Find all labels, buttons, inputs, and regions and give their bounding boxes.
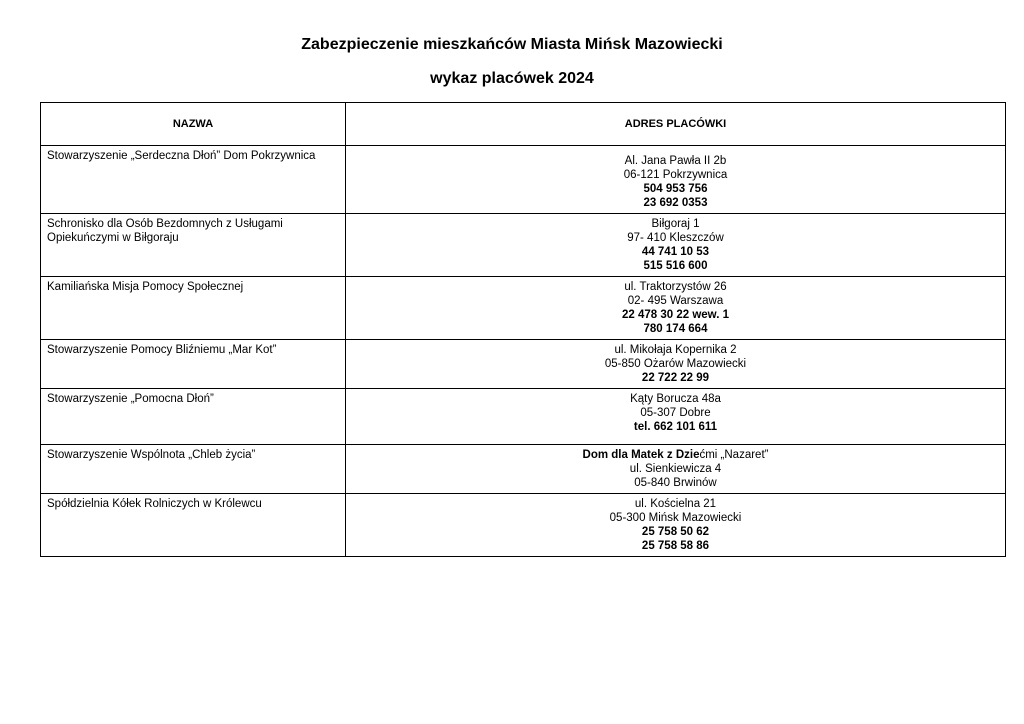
facility-name: Stowarzyszenie „Pomocna Dłoń” — [47, 393, 214, 405]
table-header-row — [41, 103, 1006, 146]
facility-name: Kamiliańska Misja Pomocy Społecznej — [47, 281, 244, 293]
phone-number: 504 953 756 — [643, 183, 708, 195]
column-header-address: ADRES PLACÓWKI — [346, 103, 1006, 146]
table-row — [41, 494, 1006, 557]
phone-number: 515 516 600 — [643, 260, 708, 272]
facility-subname-bold: Dom dla Matek z Dzie — [582, 449, 700, 461]
phone-number: 25 758 58 86 — [641, 540, 710, 552]
address-line: 05-840 Brwinów — [634, 477, 717, 489]
phone-number: 44 741 10 53 — [641, 246, 710, 258]
phone-number: 22 478 30 22 wew. 1 — [622, 309, 729, 321]
facility-subname — [352, 448, 999, 462]
table-row — [41, 340, 1006, 389]
address-line: ul. Mikołaja Kopernika 2 — [614, 344, 737, 356]
table-row — [41, 277, 1006, 340]
facility-address-cell — [346, 494, 1006, 557]
column-header-name: NAZWA — [41, 103, 346, 146]
address-line: 05-300 Mińsk Mazowiecki — [609, 512, 742, 524]
address-line: Biłgoraj 1 — [651, 218, 700, 230]
facility-name-cell — [41, 214, 346, 277]
facility-name-cell — [41, 445, 346, 494]
address-line: ul. Kościelna 21 — [634, 498, 717, 510]
document-subtitle: wykaz placówek 2024 — [430, 70, 594, 87]
phone-number: 22 722 22 99 — [641, 372, 710, 384]
facility-name-cell — [41, 389, 346, 445]
address-line: Al. Jana Pawła II 2b — [624, 155, 727, 167]
facility-subname-rest: ćmi „Nazaret” — [699, 449, 769, 461]
address-line: 02- 495 Warszawa — [627, 295, 724, 307]
facility-address-cell — [346, 445, 1006, 494]
facility-name: Spółdzielnia Kółek Rolniczych w Królewcu — [47, 498, 262, 510]
facility-name: Opiekuńczymi w Biłgoraju — [47, 232, 179, 244]
phone-number: 25 758 50 62 — [641, 526, 710, 538]
facility-name: Stowarzyszenie Pomocy Bliźniemu „Mar Kot” — [47, 344, 277, 356]
address-line: ul. Sienkiewicza 4 — [629, 463, 722, 475]
facility-name-cell — [41, 494, 346, 557]
phone-number: 780 174 664 — [643, 323, 708, 335]
facility-address-cell — [346, 277, 1006, 340]
table-row — [41, 214, 1006, 277]
facility-name: Schronisko dla Osób Bezdomnych z Usługami — [47, 218, 283, 230]
address-line: ul. Traktorzystów 26 — [624, 281, 727, 293]
facility-name-cell — [41, 340, 346, 389]
table-row — [41, 445, 1006, 494]
phone-number: tel. 662 101 611 — [633, 421, 718, 433]
address-line: 05-850 Ożarów Mazowiecki — [604, 358, 747, 370]
facility-name: Stowarzyszenie „Serdeczna Dłoń” Dom Pokrzywnica — [47, 150, 316, 162]
address-line: 06-121 Pokrzywnica — [623, 169, 728, 181]
facility-address-cell — [346, 340, 1006, 389]
facilities-table — [40, 102, 1006, 557]
facility-name-cell — [41, 277, 346, 340]
facility-address-cell — [346, 214, 1006, 277]
address-line: 97- 410 Kleszczów — [627, 232, 724, 244]
phone-number: 23 692 0353 — [643, 197, 708, 209]
facility-address-cell — [346, 146, 1006, 214]
address-line: Kąty Borucza 48a — [630, 393, 721, 405]
table-row — [41, 389, 1006, 445]
facility-name: Stowarzyszenie Wspólnota „Chleb życia” — [47, 449, 256, 461]
table-row — [41, 146, 1006, 214]
facility-name-cell — [41, 146, 346, 214]
document-title: Zabezpieczenie mieszkańców Miasta Mińsk Mazowiecki — [301, 36, 723, 53]
address-line: 05-307 Dobre — [640, 407, 711, 419]
facility-address-cell — [346, 389, 1006, 445]
